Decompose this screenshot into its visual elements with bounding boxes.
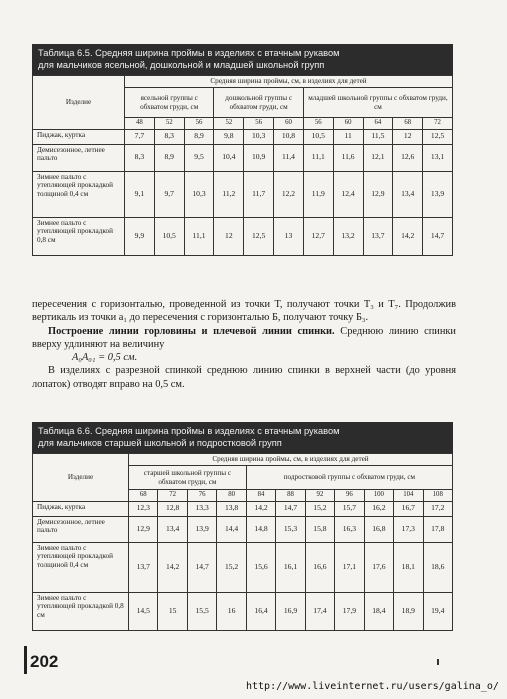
watermark-url: http://www.liveinternet.ru/users/galina_o/ (246, 681, 499, 692)
value-cell: 12,3 (129, 501, 158, 516)
paragraph: В изделиях с разрезной спинкой среднюю линию спинки в верхней части (до уровня лопаток) отводят вправо на 0,5 см. (32, 365, 456, 390)
table-title: Таблица 6.5. Средняя ширина проймы в изделиях с втачным рукавом для мальчиков ясельной, дошкольной и младшей школьной групп (32, 44, 453, 75)
page-number: 202 (30, 652, 59, 671)
size-cell: 84 (246, 490, 275, 502)
value-cell: 15,8 (305, 516, 334, 542)
value-cell: 15 (158, 592, 187, 630)
size-cell: 108 (423, 490, 452, 502)
value-cell: 10,5 (303, 129, 333, 144)
table-row (33, 592, 453, 630)
value-cell: 13,7 (363, 217, 393, 255)
table-6-5 (32, 44, 453, 256)
value-cell: 12,8 (158, 501, 187, 516)
size-cell: 72 (423, 118, 453, 130)
column-header-main: Средняя ширина проймы, см, в изделиях для детей (125, 76, 453, 88)
group-header: ясельной группы с обхватом груди, см (125, 88, 214, 118)
paragraph: пересечения с горизонталью, проведенной из точки Т, получают точки Т₃ и Т₇. Продолжив вертикаль из точки а₁ до пересечения с горизонталью Б, получают точку Б₃. (32, 299, 456, 324)
value-cell: 9,8 (214, 129, 244, 144)
value-cell: 14,8 (246, 516, 275, 542)
value-cell: 14,2 (246, 501, 275, 516)
data-table (32, 75, 453, 256)
value-cell: 12,1 (363, 144, 393, 171)
value-cell: 18,4 (364, 592, 393, 630)
table-row (33, 144, 453, 171)
table-row (33, 217, 453, 255)
value-cell: 12,4 (333, 171, 363, 217)
row-label: Демисезонное, летнее пальто (33, 144, 125, 171)
value-cell: 15,3 (276, 516, 305, 542)
row-label: Зимнее пальто с утепляющей прокладкой 0,8 см (33, 217, 125, 255)
value-cell: 18,6 (423, 542, 452, 592)
value-cell: 12,9 (363, 171, 393, 217)
value-cell: 16,7 (394, 501, 423, 516)
paragraph-text: Среднюю линию спинки вверху удлиняют на величину (32, 325, 456, 350)
value-cell: 16 (217, 592, 246, 630)
column-header-item: Изделие (33, 454, 129, 502)
value-cell: 12 (214, 217, 244, 255)
value-cell: 11,1 (184, 217, 214, 255)
row-label: Зимнее пальто с утепляющей прокладкой толщиной 0,4 см (33, 542, 129, 592)
value-cell: 13,9 (187, 516, 216, 542)
table-row (33, 501, 453, 516)
size-cell: 64 (363, 118, 393, 130)
value-cell: 13,4 (393, 171, 423, 217)
size-cell: 56 (184, 118, 214, 130)
size-cell: 72 (158, 490, 187, 502)
value-cell: 18,9 (394, 592, 423, 630)
formula: А₀А₀₁ = 0,5 см. (72, 352, 138, 364)
value-cell: 12,5 (244, 217, 274, 255)
group-header: подростковой группы с обхватом груди, см (246, 466, 452, 490)
value-cell: 17,9 (335, 592, 364, 630)
value-cell: 13 (274, 217, 304, 255)
value-cell: 14,2 (158, 542, 187, 592)
value-cell: 15,6 (246, 542, 275, 592)
size-cell: 88 (276, 490, 305, 502)
value-cell: 15,2 (217, 542, 246, 592)
value-cell: 15,7 (335, 501, 364, 516)
value-cell: 12,7 (303, 217, 333, 255)
value-cell: 17,1 (335, 542, 364, 592)
value-cell: 15,5 (187, 592, 216, 630)
value-cell: 7,7 (125, 129, 155, 144)
row-label: Зимнее пальто с утепляющей прокладкой толщиной 0,4 см (33, 171, 125, 217)
group-header: младшей школьной группы с обхватом груди, см (303, 88, 452, 118)
size-cell: 60 (333, 118, 363, 130)
value-cell: 8,3 (154, 129, 184, 144)
value-cell: 8,9 (184, 129, 214, 144)
row-label: Зимнее пальто с утепляющей прокладкой 0,8 см (33, 592, 129, 630)
value-cell: 9,1 (125, 171, 155, 217)
value-cell: 11 (333, 129, 363, 144)
value-cell: 16,1 (276, 542, 305, 592)
body-text (32, 298, 456, 391)
value-cell: 12 (393, 129, 423, 144)
column-header-item: Изделие (33, 76, 125, 130)
size-cell: 52 (214, 118, 244, 130)
value-cell: 17,4 (305, 592, 334, 630)
size-cell: 104 (394, 490, 423, 502)
value-cell: 14,7 (187, 542, 216, 592)
size-cell: 92 (305, 490, 334, 502)
value-cell: 12,6 (393, 144, 423, 171)
value-cell: 13,3 (187, 501, 216, 516)
value-cell: 10,5 (154, 217, 184, 255)
value-cell: 11,2 (214, 171, 244, 217)
value-cell: 16,6 (305, 542, 334, 592)
value-cell: 13,7 (129, 542, 158, 592)
row-label: Демисезонное, летнее пальто (33, 516, 129, 542)
value-cell: 8,9 (154, 144, 184, 171)
value-cell: 10,3 (184, 171, 214, 217)
section-heading: Построение линии горловины и плечевой линии спинки. (48, 325, 335, 337)
value-cell: 19,4 (423, 592, 452, 630)
value-cell: 14,2 (393, 217, 423, 255)
value-cell: 17,6 (364, 542, 393, 592)
size-cell: 56 (303, 118, 333, 130)
value-cell: 13,2 (333, 217, 363, 255)
table-row (33, 171, 453, 217)
size-cell: 48 (125, 118, 155, 130)
value-cell: 12,9 (129, 516, 158, 542)
value-cell: 10,8 (274, 129, 304, 144)
value-cell: 13,1 (423, 144, 453, 171)
value-cell: 14,5 (129, 592, 158, 630)
value-cell: 17,3 (394, 516, 423, 542)
paragraph (32, 325, 456, 352)
value-cell: 16,2 (364, 501, 393, 516)
page-number-bar (24, 646, 27, 674)
group-header: старшей школьной группы с обхватом груди, см (129, 466, 247, 490)
value-cell: 13,8 (217, 501, 246, 516)
size-cell: 80 (217, 490, 246, 502)
table-row (33, 129, 453, 144)
value-cell: 9,7 (154, 171, 184, 217)
value-cell: 9,5 (184, 144, 214, 171)
value-cell: 10,4 (214, 144, 244, 171)
size-cell: 60 (274, 118, 304, 130)
value-cell: 16,3 (335, 516, 364, 542)
value-cell: 17,2 (423, 501, 452, 516)
table-row (33, 516, 453, 542)
value-cell: 10,9 (244, 144, 274, 171)
value-cell: 11,6 (333, 144, 363, 171)
value-cell: 12,5 (423, 129, 453, 144)
value-cell: 11,4 (274, 144, 304, 171)
size-cell: 96 (335, 490, 364, 502)
value-cell: 8,3 (125, 144, 155, 171)
row-label: Пиджак, куртка (33, 501, 129, 516)
value-cell: 14,7 (423, 217, 453, 255)
value-cell: 10,3 (244, 129, 274, 144)
column-header-main: Средняя ширина проймы, см, в изделиях для детей (129, 454, 453, 466)
value-cell: 11,7 (244, 171, 274, 217)
value-cell: 14,7 (276, 501, 305, 516)
size-cell: 100 (364, 490, 393, 502)
size-cell: 68 (129, 490, 158, 502)
size-cell: 68 (393, 118, 423, 130)
value-cell: 11,9 (303, 171, 333, 217)
value-cell: 14,4 (217, 516, 246, 542)
group-header: дошкольной группы с обхватом груди, см (214, 88, 303, 118)
data-table (32, 453, 453, 631)
table-row (33, 542, 453, 592)
value-cell: 13,9 (423, 171, 453, 217)
table-6-6 (32, 422, 453, 631)
value-cell: 9,9 (125, 217, 155, 255)
value-cell: 13,4 (158, 516, 187, 542)
value-cell: 18,1 (394, 542, 423, 592)
size-cell: 52 (154, 118, 184, 130)
margin-mark (437, 659, 439, 665)
value-cell: 16,8 (364, 516, 393, 542)
value-cell: 12,2 (274, 171, 304, 217)
value-cell: 16,4 (246, 592, 275, 630)
value-cell: 16,9 (276, 592, 305, 630)
table-title: Таблица 6.6. Средняя ширина проймы в изделиях с втачным рукавом для мальчиков старшей школьной и подростковой групп (32, 422, 453, 453)
value-cell: 17,8 (423, 516, 452, 542)
size-cell: 76 (187, 490, 216, 502)
row-label: Пиджак, куртка (33, 129, 125, 144)
size-cell: 56 (244, 118, 274, 130)
value-cell: 11,1 (303, 144, 333, 171)
value-cell: 11,5 (363, 129, 393, 144)
value-cell: 15,2 (305, 501, 334, 516)
